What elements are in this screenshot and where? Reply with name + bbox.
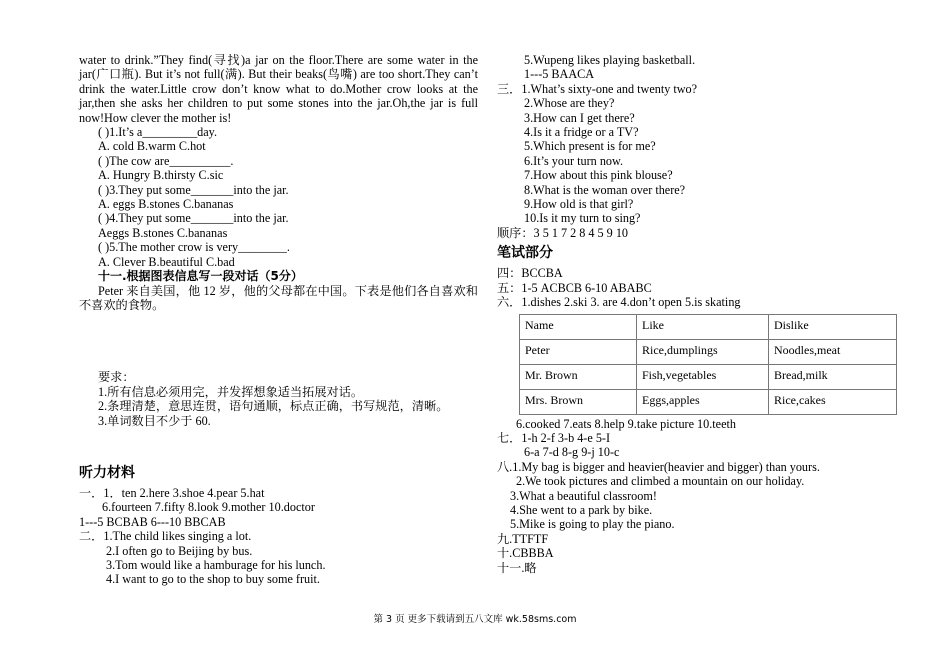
header-name: Name [520, 314, 637, 339]
written-section-title: 笔试部分 [497, 245, 553, 262]
section-3-order: 顺序：3 5 1 7 2 8 4 5 9 10 [497, 225, 629, 240]
story-passage: water to drink.”They find(寻找)a jar on the floor.There are some water in the jar(广口瓶). But it’s not full(满). But their beaks(鸟嘴) are too short.They can’t drink the water.Little crow don’t know what to do.Mother crow looks at the jar,then she asks her children to put some stones into the jar.Oh,the jar is full now!How clever the mother is! [79, 53, 478, 125]
section-3-item-2: 2.Whose are they? [524, 96, 615, 111]
section-3-item-4: 4.Is it a fridge or a TV? [524, 125, 639, 140]
food-preferences-table [519, 314, 897, 415]
cell-name: Peter [520, 339, 637, 364]
section-6-answers: 六．1.dishes 2.ski 3. are 4.don’t open 5.is skating [497, 295, 741, 310]
left-column [79, 53, 478, 587]
section-11-text: Peter 来自美国，他 12 岁，他的父母都在中国。下表是他们各自喜欢和不喜欢的食物。 [79, 283, 478, 312]
question-4-options: Aeggs B.stones C.bananas [98, 225, 228, 240]
page-footer: 第 3 页 更多下载请到五八文库 wk.58sms.com [373, 614, 577, 625]
section-8-item-2: 2.We took pictures and climbed a mountain on our holiday. [516, 474, 805, 489]
section-3-item-1: 三．1.What’s sixty-one and twenty two? [497, 81, 698, 96]
section-1-answers: 1---5 BCBAB 6---10 BBCAB [79, 514, 226, 529]
section-7-line-1: 七．1-h 2-f 3-b 4-e 5-I [497, 430, 611, 445]
cell-dislike: Bread,milk [769, 364, 897, 389]
section-1-line-2: 6.fourteen 7.fifty 8.look 9.mother 10.doctor [102, 500, 315, 515]
table-header-row [520, 314, 897, 339]
requirement-2: 2.条理清楚，意思连贯，语句通顺，标点正确，书写规范，清晰。 [98, 399, 449, 414]
section-2-item-5: 5.Wupeng likes playing basketball. [524, 53, 696, 67]
question-5: ( )5.The mother crow is very________. [98, 240, 290, 255]
cell-dislike: Rice,cakes [769, 389, 897, 414]
section-8-item-3: 3.What a beautiful classroom! [510, 488, 657, 503]
question-5-options: A. Clever B.beautiful C.bad [98, 254, 235, 269]
question-3: ( )3.They put some_______into the jar. [98, 182, 289, 197]
question-2-options: A. Hungry B.thirsty C.sic [98, 168, 224, 183]
section-10-answers: 十.CBBBA [497, 546, 554, 561]
question-1-options: A. cold B.warm C.hot [98, 139, 206, 154]
section-3-item-3: 3.How can I get there? [524, 110, 635, 125]
question-4: ( )4.They put some_______into the jar. [98, 211, 289, 226]
requirement-3: 3.单词数目不少于 60. [98, 413, 211, 428]
cell-name: Mrs. Brown [520, 389, 637, 414]
section-1-line-1: 一．1．ten 2.here 3.shoe 4.pear 5.hat [79, 485, 265, 500]
question-2: ( )The cow are__________. [98, 153, 234, 168]
section-2-item-3: 3.Tom would like a hamburage for his lunch. [106, 557, 326, 572]
header-like: Like [637, 314, 769, 339]
section-11-answers: 十一.略 [497, 560, 537, 575]
table-row [520, 339, 897, 364]
section-7-line-2: 6-a 7-d 8-g 9-j 10-c [524, 445, 620, 460]
right-column [497, 53, 899, 575]
section-11-title: 十一.根据图表信息写一段对话（5分） [98, 269, 303, 284]
cell-like: Fish,vegetables [637, 364, 769, 389]
section-2-answers: 1---5 BAACA [524, 67, 595, 82]
requirement-1: 1.所有信息必须用完，并发挥想象适当拓展对话。 [98, 384, 364, 399]
header-dislike: Dislike [769, 314, 897, 339]
section-6-answers-cont: 6.cooked 7.eats 8.help 9.take picture 10.teeth [516, 416, 736, 431]
section-2-item-4: 4.I want to go to the shop to buy some fruit. [106, 572, 320, 587]
question-1: ( )1.It’s a_________day. [98, 125, 218, 140]
listening-title: 听力材料 [79, 464, 135, 481]
section-3-item-5: 5.Which present is for me? [524, 139, 656, 154]
cell-like: Eggs,apples [637, 389, 769, 414]
section-8-item-1: 八.1.My bag is bigger and heavier(heavier and bigger) than yours. [497, 459, 820, 474]
section-3-item-8: 8.What is the woman over there? [524, 182, 686, 197]
section-3-item-6: 6.It’s your turn now. [524, 153, 624, 168]
section-3-item-7: 7.How about this pink blouse? [524, 168, 673, 183]
section-2-item-1: 二．1.The child likes singing a lot. [79, 529, 252, 544]
section-3-item-9: 9.How old is that girl? [524, 197, 634, 212]
section-4-answers: 四：BCCBA [497, 266, 563, 281]
cell-dislike: Noodles,meat [769, 339, 897, 364]
cell-name: Mr. Brown [520, 364, 637, 389]
section-8-item-4: 4.She went to a park by bike. [510, 502, 653, 517]
cell-like: Rice,dumplings [637, 339, 769, 364]
section-5-answers: 五：1-5 ACBCB 6-10 ABABC [497, 280, 652, 295]
question-3-options: A. eggs B.stones C.bananas [98, 197, 234, 212]
requirements-title: 要求： [98, 370, 135, 385]
table-row [520, 364, 897, 389]
section-8-item-5: 5.Mike is going to play the piano. [510, 517, 675, 532]
section-9-answers: 九.TTFTF [497, 531, 549, 546]
table-row [520, 389, 897, 414]
section-2-item-2: 2.I often go to Beijing by bus. [106, 543, 253, 558]
section-3-item-10: 10.Is it my turn to sing? [524, 211, 641, 226]
